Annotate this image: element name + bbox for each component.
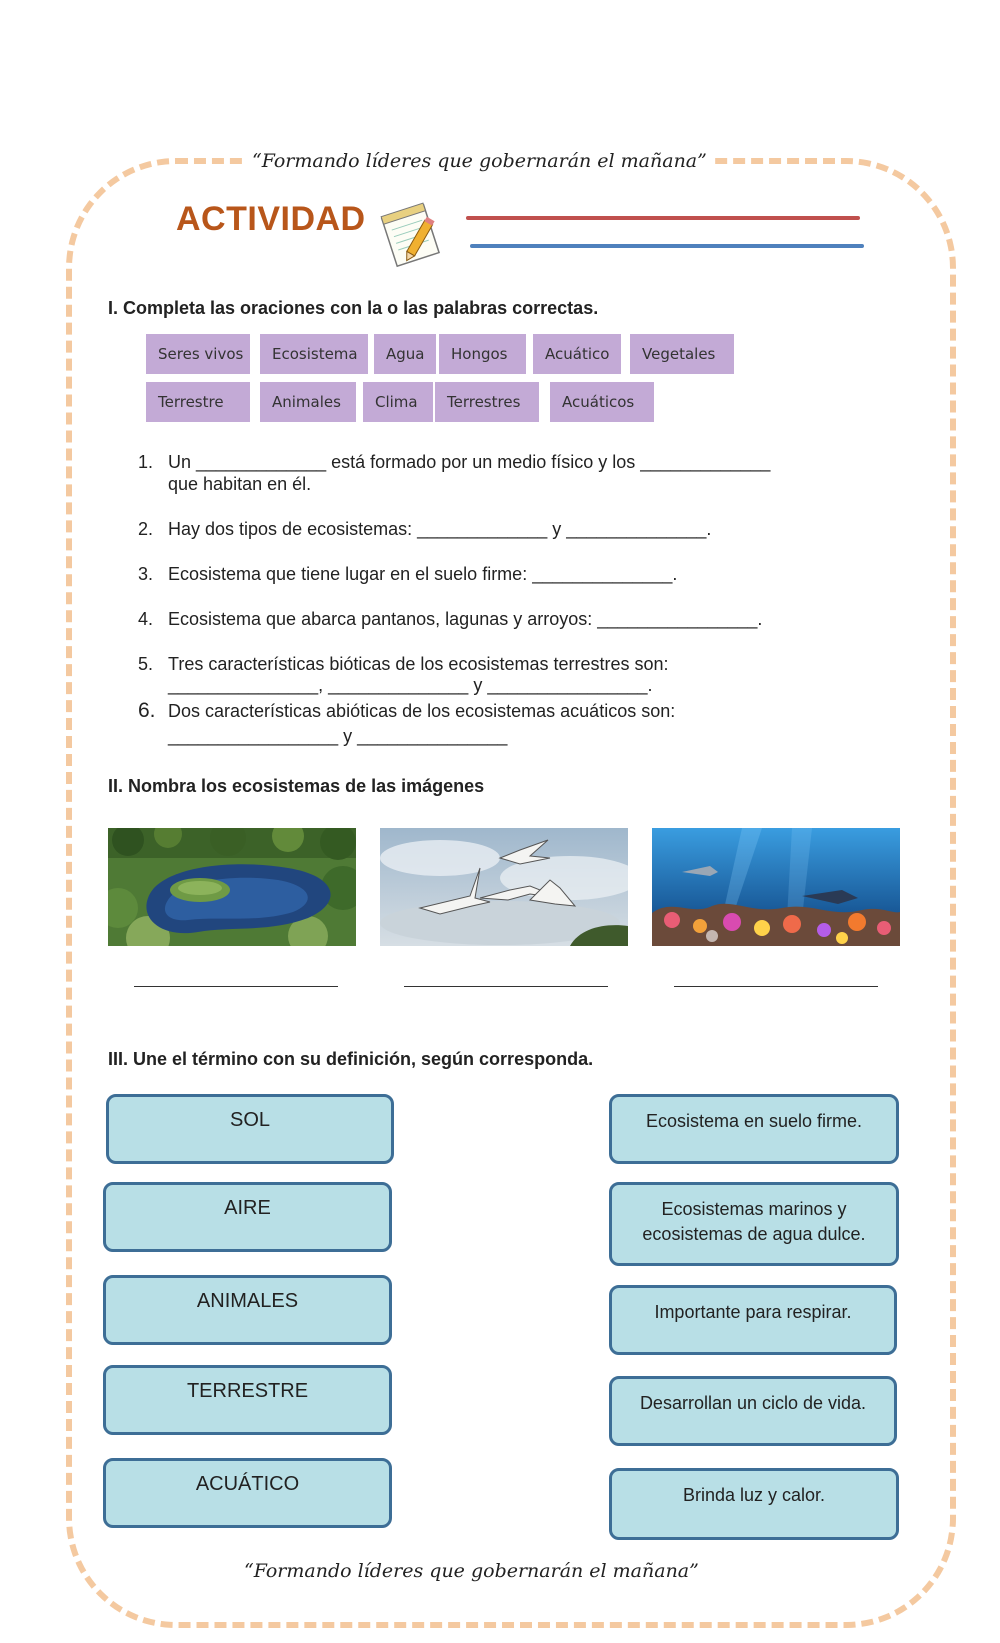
definition-box[interactable]: Desarrollan un ciclo de vida. — [609, 1376, 897, 1446]
question-text-cont: que habitan en él. — [168, 474, 312, 494]
decorative-red-line — [466, 216, 860, 220]
seagulls-sky-photo — [380, 828, 628, 946]
term-box[interactable]: ANIMALES — [103, 1275, 392, 1345]
question-text[interactable]: Ecosistema que abarca pantanos, lagunas y arroyos: ________________. — [168, 609, 763, 629]
word-chip[interactable]: Vegetales — [630, 334, 734, 374]
definition-box[interactable]: Ecosistema en suelo firme. — [609, 1094, 899, 1164]
question-text[interactable]: Hay dos tipos de ecosistemas: _____________ y ______________. — [168, 519, 712, 539]
answer-line-3[interactable] — [674, 986, 878, 987]
term-box[interactable]: AIRE — [103, 1182, 392, 1252]
activity-title: ACTIVIDAD — [176, 200, 366, 238]
word-chip[interactable]: Seres vivos — [146, 334, 250, 374]
section-2-title: II. Nombra los ecosistemas de las imágenes — [108, 776, 485, 796]
motto-top: “Formando líderes que gobernarán el mañana” — [246, 150, 713, 172]
word-chip[interactable]: Terrestres — [435, 382, 539, 422]
definition-box[interactable]: Ecosistemas marinos y ecosistemas de agua dulce. — [609, 1182, 899, 1266]
word-chip[interactable]: Agua — [374, 334, 436, 374]
word-chip[interactable]: Hongos — [439, 334, 526, 374]
term-box[interactable]: ACUÁTICO — [103, 1458, 392, 1528]
question-5: 5. Tres características bióticas de los ecosistemas terrestres son: _______________, ______________ y ________________. — [138, 654, 669, 695]
section-3-title: III. Une el término con su definición, según corresponda. — [108, 1049, 594, 1069]
word-chip[interactable]: Terrestre — [146, 382, 250, 422]
decorative-blue-line — [470, 244, 864, 248]
definition-box[interactable]: Importante para respirar. — [609, 1285, 897, 1355]
term-box[interactable]: SOL — [106, 1094, 394, 1164]
word-chip[interactable]: Acuático — [533, 334, 621, 374]
question-text[interactable]: Ecosistema que tiene lugar en el suelo firme: ______________. — [168, 564, 678, 584]
notepad-pencil-icon — [378, 200, 446, 268]
word-chip[interactable]: Animales — [260, 382, 356, 422]
question-2: 2. Hay dos tipos de ecosistemas: _____________ y ______________. — [138, 519, 712, 539]
word-chip[interactable]: Ecosistema — [260, 334, 368, 374]
question-6: 6. Dos características abióticas de los ecosistemas acuáticos son: _________________ y _______________ — [138, 699, 676, 746]
answer-blanks[interactable]: _______________, ______________ y ________________. — [168, 675, 653, 695]
word-chip[interactable]: Clima — [363, 382, 433, 422]
question-text: Tres características bióticas de los ecosistemas terrestres son: — [168, 654, 669, 674]
answer-line-1[interactable] — [134, 986, 338, 987]
question-3: 3. Ecosistema que tiene lugar en el suelo firme: ______________. — [138, 564, 678, 584]
lake-landscape-photo — [108, 828, 356, 946]
question-4: 4. Ecosistema que abarca pantanos, lagunas y arroyos: ________________. — [138, 609, 763, 629]
motto-bottom: “Formando líderes que gobernarán el mañana” — [238, 1560, 705, 1582]
question-text[interactable]: Un _____________ está formado por un medio físico y los _____________ — [168, 452, 771, 472]
term-box[interactable]: TERRESTRE — [103, 1365, 392, 1435]
question-1: 1. Un _____________ está formado por un medio físico y los _____________ que habitan en él. — [138, 452, 771, 494]
answer-line-2[interactable] — [404, 986, 608, 987]
word-chip[interactable]: Acuáticos — [550, 382, 654, 422]
definition-box[interactable]: Brinda luz y calor. — [609, 1468, 899, 1540]
section-1-title: I. Completa las oraciones con la o las palabras correctas. — [108, 298, 599, 318]
answer-blanks[interactable]: _________________ y _______________ — [168, 726, 508, 746]
question-text: Dos características abióticas de los ecosistemas acuáticos son: — [168, 701, 676, 721]
coral-reef-photo — [652, 828, 900, 946]
